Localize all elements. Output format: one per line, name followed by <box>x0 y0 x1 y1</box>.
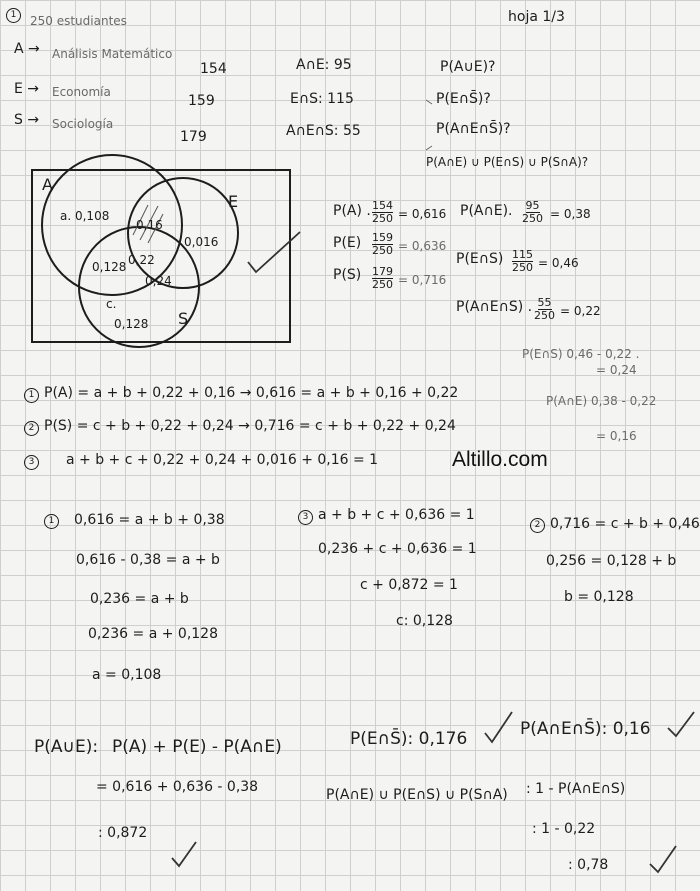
prob-aes-fraction: $\frac{55}{250}$ <box>534 296 555 322</box>
watermark: Altillo.com <box>452 448 548 471</box>
side-note-ae: P(A∩E) 0,38 - 0,22 <box>546 394 657 408</box>
venn-label-c: c. <box>106 297 117 311</box>
result-pau-formula: P(A) + P(E) - P(A∩E) <box>112 737 282 757</box>
equation-1-number: 1 <box>24 388 39 403</box>
solve-left-line-5: a = 0,108 <box>92 667 162 683</box>
solve-left-number: 1 <box>44 514 59 529</box>
definition-e-name: Economía <box>52 85 111 99</box>
venn-region-center: 0,22 <box>128 253 155 267</box>
solve-left-line-3: 0,236 = a + b <box>90 591 189 607</box>
prob-e-fraction: $\frac{159}{250}$ <box>372 231 393 257</box>
intersection-aes: A∩E∩S: 55 <box>286 123 361 139</box>
solve-mid-line-3: c + 0,872 = 1 <box>360 577 458 593</box>
equation-2-number: 2 <box>24 421 39 436</box>
definition-s-count: 179 <box>180 129 207 145</box>
prob-a-value: = 0,616 <box>398 207 447 221</box>
prob-aes-value: = 0,22 <box>560 304 601 318</box>
solve-mid-line-2: 0,236 + c + 0,636 = 1 <box>318 541 477 557</box>
prob-s-label: P(S) <box>333 267 362 283</box>
prob-es-value: = 0,46 <box>538 256 579 270</box>
side-note-es: P(E∩S) 0,46 - 0,22 . <box>522 347 640 361</box>
solve-right-line-1: 0,716 = c + b + 0,46 <box>550 516 700 532</box>
result-pes-complement: P(E∩S̄): 0,176 <box>350 729 468 749</box>
result-paes-complement: P(A∩E∩S̄): 0,16 <box>520 719 651 739</box>
prob-e-label: P(E) <box>333 235 362 251</box>
venn-label-a: A <box>42 175 53 194</box>
equation-3-number: 3 <box>24 455 39 470</box>
solve-mid-line-4: c: 0,128 <box>396 613 453 629</box>
check-mark-1 <box>248 232 300 272</box>
result-pau-step: = 0,616 + 0,636 - 0,38 <box>96 779 259 795</box>
solve-mid-number: 3 <box>298 510 313 525</box>
intersection-ae: A∩E: 95 <box>296 57 352 73</box>
result-union-lhs: P(A∩E) ∪ P(E∩S) ∪ P(S∩A) <box>326 787 508 803</box>
venn-label-e: E <box>228 192 239 211</box>
check-mark-4 <box>172 842 196 866</box>
venn-label-s: S <box>178 309 189 328</box>
check-mark-2 <box>485 712 512 742</box>
question-1: P(A∪E)? <box>440 59 496 75</box>
definition-a-key: A → <box>14 41 40 57</box>
venn-diagram <box>32 155 290 347</box>
question-2: P(E∩S̄)? <box>436 91 491 107</box>
definition-s-key: S → <box>14 112 40 128</box>
result-pau-label: P(A∪E): <box>34 737 99 757</box>
side-note-ae-result: = 0,16 <box>596 429 637 443</box>
prob-a-label: P(A) . <box>333 203 371 219</box>
question-4: P(A∩E) ∪ P(E∩S) ∪ P(S∩A)? <box>426 155 589 169</box>
venn-region-ae: 0,16 <box>136 218 163 232</box>
students-count: 250 estudiantes <box>30 14 127 28</box>
prob-ae-fraction: $\frac{95}{250}$ <box>522 199 543 225</box>
result-union-step: : 1 - 0,22 <box>532 821 596 837</box>
venn-region-a-only: a. 0,108 <box>60 209 110 223</box>
equation-2: P(S) = c + b + 0,22 + 0,24 → 0,716 = c + b + 0,22 + 0,24 <box>44 418 456 434</box>
prob-ae-label: P(A∩E). <box>460 203 513 219</box>
prob-s-value: = 0,716 <box>398 273 447 287</box>
prob-es-label: P(E∩S) <box>456 251 504 267</box>
check-mark-5 <box>650 846 676 872</box>
solve-right-line-2: 0,256 = 0,128 + b <box>546 553 677 569</box>
prob-s-fraction: $\frac{179}{250}$ <box>372 265 393 291</box>
solve-left-line-4: 0,236 = a + 0,128 <box>88 626 218 642</box>
solve-left-line-1: 0,616 = a + b + 0,38 <box>74 512 225 528</box>
prob-a-fraction: $\frac{154}{250}$ <box>372 199 393 225</box>
solve-mid-line-1: a + b + c + 0,636 = 1 <box>318 507 475 523</box>
problem-number: 1 <box>6 8 21 23</box>
question-3: P(A∩E∩S̄)? <box>436 121 511 137</box>
venn-circle-e <box>128 178 238 288</box>
prob-ae-value: = 0,38 <box>550 207 591 221</box>
venn-region-e-only: 0,016 <box>184 235 219 249</box>
equation-1: P(A) = a + b + 0,22 + 0,16 → 0,616 = a + b + 0,16 + 0,22 <box>44 385 459 401</box>
page-number: hoja 1/3 <box>508 9 565 25</box>
definition-e-key: E → <box>14 81 40 97</box>
definition-s-name: Sociología <box>52 117 114 131</box>
venn-region-es: 0,24 <box>145 274 172 288</box>
result-pau-value: : 0,872 <box>98 825 148 841</box>
definition-a-name: Análisis Matemático <box>52 47 173 61</box>
equation-3: a + b + c + 0,22 + 0,24 + 0,016 + 0,16 = 1 <box>66 452 379 468</box>
venn-universe-box <box>32 170 290 342</box>
result-union-eq: : 1 - P(A∩E∩S) <box>526 781 626 797</box>
prob-aes-label: P(A∩E∩S) . <box>456 299 533 315</box>
result-union-value: : 0,78 <box>568 857 609 873</box>
venn-region-s-only: 0,128 <box>114 317 149 331</box>
check-mark-3 <box>668 712 694 736</box>
intersection-es: E∩S: 115 <box>290 91 354 107</box>
solve-right-number: 2 <box>530 518 545 533</box>
solve-right-line-3: b = 0,128 <box>564 589 634 605</box>
prob-es-fraction: $\frac{115}{250}$ <box>512 248 533 274</box>
definition-a-count: 154 <box>200 61 227 77</box>
brace-marks <box>426 100 432 150</box>
venn-region-as: 0,128 <box>92 260 127 274</box>
definition-e-count: 159 <box>188 93 215 109</box>
prob-e-value: = 0,636 <box>398 239 447 253</box>
solve-left-line-2: 0,616 - 0,38 = a + b <box>76 552 220 568</box>
side-note-es-result: = 0,24 <box>596 363 637 377</box>
